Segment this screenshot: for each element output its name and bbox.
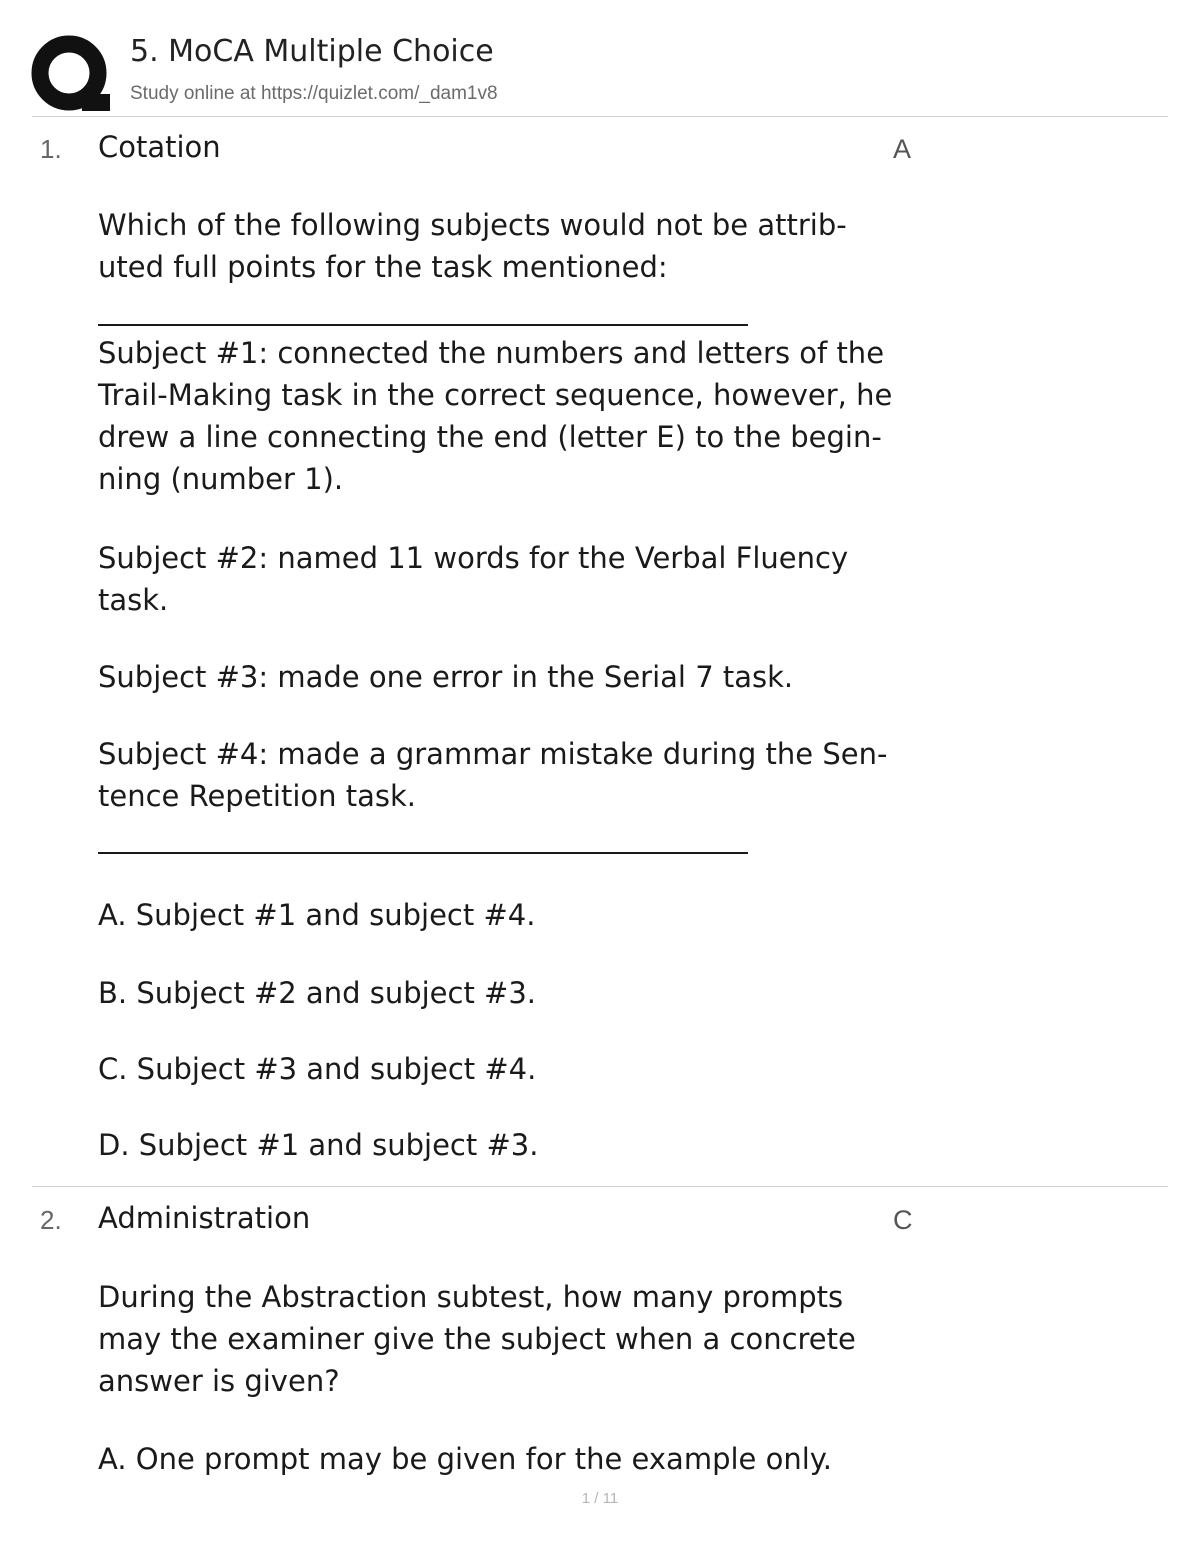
answer-option: D. Subject #1 and subject #3. bbox=[98, 1128, 539, 1162]
question-prompt: Which of the following subjects would not be attrib-uted full points for the task mentioned: bbox=[98, 208, 847, 284]
document-title: 5. MoCA Multiple Choice bbox=[130, 34, 494, 69]
answer-option: A. Subject #1 and subject #4. bbox=[98, 898, 536, 932]
question-category: Cotation bbox=[98, 130, 221, 164]
question-number: 2. bbox=[40, 1205, 62, 1235]
question-category: Administration bbox=[98, 1201, 311, 1235]
separator-line bbox=[98, 852, 748, 854]
list-item: Subject #3: made one error in the Serial 7 task. bbox=[98, 660, 794, 694]
separator-line bbox=[98, 324, 748, 326]
list-item: Subject #1: connected the numbers and letters of the Trail-Making task in the correct sequence, however, he drew a line connecting the end (letter E) to the begin-ning (number 1). bbox=[98, 336, 893, 496]
question-answer: C bbox=[893, 1205, 913, 1235]
list-item: Subject #2: named 11 words for the Verbal Fluency task. bbox=[98, 541, 849, 617]
list-item: Subject #4: made a grammar mistake during the Sen-tence Repetition task. bbox=[98, 737, 888, 813]
answer-option: A. One prompt may be given for the example only. bbox=[98, 1442, 833, 1476]
answer-option: C. Subject #3 and subject #4. bbox=[98, 1052, 537, 1086]
question-number: 1. bbox=[40, 134, 62, 164]
document-header bbox=[30, 30, 1170, 116]
page-number: 1 / 11 bbox=[581, 1490, 619, 1507]
answer-option: B. Subject #2 and subject #3. bbox=[98, 976, 537, 1010]
question-prompt: During the Abstraction subtest, how many prompts may the examiner give the subject when a concrete answer is given? bbox=[98, 1280, 856, 1398]
question-answer: A bbox=[893, 134, 912, 164]
quizlet-logo-icon bbox=[30, 34, 112, 116]
question-divider bbox=[32, 1186, 1168, 1187]
header-divider bbox=[32, 116, 1168, 117]
study-online-link[interactable]: Study online at https://quizlet.com/_dam1v8 bbox=[130, 83, 498, 104]
